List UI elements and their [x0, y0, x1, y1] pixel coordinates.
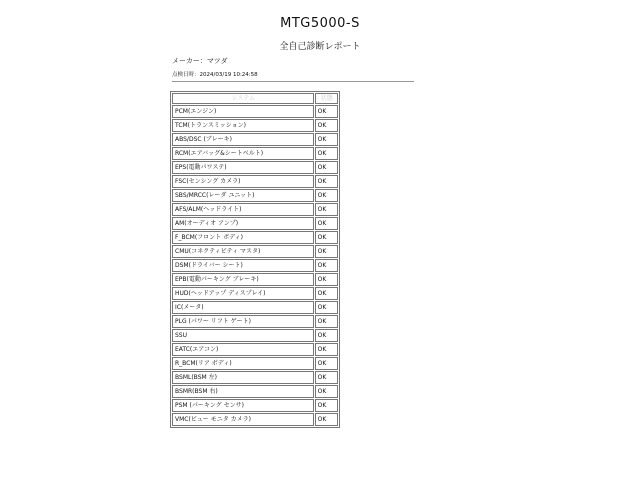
table-row [172, 175, 338, 188]
system-name-cell: AFS/ALM(ヘッドライト) [172, 203, 314, 216]
divider [172, 81, 414, 82]
status-cell: OK [315, 203, 338, 216]
status-cell: OK [315, 399, 338, 412]
status-cell: OK [315, 105, 338, 118]
table-header-row [172, 93, 338, 104]
table-row [172, 399, 338, 412]
table-row [172, 371, 338, 384]
system-name-cell: SSU [172, 329, 314, 342]
column-header-system: システム [172, 93, 314, 104]
column-header-status: 状態 [315, 93, 338, 104]
table-row [172, 315, 338, 328]
status-cell: OK [315, 189, 338, 202]
system-name-cell: R_BCM(リア ボディ) [172, 357, 314, 370]
system-name-cell: VMC(ビュー モニタ カメラ) [172, 413, 314, 426]
status-cell: OK [315, 385, 338, 398]
status-cell: OK [315, 161, 338, 174]
system-name-cell: BSMR(BSM 右) [172, 385, 314, 398]
table-row [172, 287, 338, 300]
table-row [172, 273, 338, 286]
status-cell: OK [315, 273, 338, 286]
system-name-cell: PCM(エンジン) [172, 105, 314, 118]
table-row [172, 203, 338, 216]
table-row [172, 329, 338, 342]
table-row [172, 259, 338, 272]
status-cell: OK [315, 147, 338, 160]
table-row [172, 343, 338, 356]
status-cell: OK [315, 287, 338, 300]
report-subtitle: 全自己診断レポート [279, 42, 361, 52]
system-name-cell: SBS/MRCC(レーダ ユニット) [172, 189, 314, 202]
system-name-cell: AM(オーディオ アンプ) [172, 217, 314, 230]
system-name-cell: EPS(電動パワステ) [172, 161, 314, 174]
status-cell: OK [315, 217, 338, 230]
system-name-cell: F_BCM(フロント ボディ) [172, 231, 314, 244]
system-name-cell: CMU(コネクティビティ マスタ) [172, 245, 314, 258]
table-row [172, 413, 338, 426]
table-row [172, 231, 338, 244]
status-cell: OK [315, 245, 338, 258]
report-title: MTG5000-S [280, 16, 360, 31]
status-cell: OK [315, 371, 338, 384]
system-name-cell: ABS/DSC (ブレーキ) [172, 133, 314, 146]
system-name-cell: PLG (パワー リフト ゲート) [172, 315, 314, 328]
status-cell: OK [315, 259, 338, 272]
table-row [172, 161, 338, 174]
status-cell: OK [315, 231, 338, 244]
status-cell: OK [315, 357, 338, 370]
status-cell: OK [315, 175, 338, 188]
table-row [172, 217, 338, 230]
table-row [172, 385, 338, 398]
system-name-cell: DSM(ドライバー シート) [172, 259, 314, 272]
system-name-cell: IC(メータ) [172, 301, 314, 314]
status-cell: OK [315, 301, 338, 314]
system-name-cell: RCM(エアバッグ&シートベルト) [172, 147, 314, 160]
system-name-cell: BSML(BSM 左) [172, 371, 314, 384]
status-cell: OK [315, 343, 338, 356]
table-row [172, 301, 338, 314]
table-row [172, 357, 338, 370]
status-cell: OK [315, 133, 338, 146]
system-name-cell: EPB(電動パーキング ブレーキ) [172, 273, 314, 286]
status-cell: OK [315, 413, 338, 426]
inspection-datetime: 点検日時：2024/03/19 10:24:58 [172, 72, 258, 78]
table-row [172, 245, 338, 258]
status-cell: OK [315, 315, 338, 328]
table-row [172, 189, 338, 202]
table-row [172, 133, 338, 146]
diagnosis-table [170, 91, 340, 428]
system-name-cell: PSM (パーキング センサ) [172, 399, 314, 412]
table-row [172, 147, 338, 160]
table-row [172, 105, 338, 118]
system-name-cell: HUD(ヘッドアップ ディスプレイ) [172, 287, 314, 300]
table-row [172, 119, 338, 132]
table-body [172, 105, 338, 426]
maker-label: メーカー：マツダ [172, 57, 228, 65]
system-name-cell: FSC(センシング カメラ) [172, 175, 314, 188]
system-name-cell: TCM(トランスミッション) [172, 119, 314, 132]
system-name-cell: EATC(エアコン) [172, 343, 314, 356]
status-cell: OK [315, 329, 338, 342]
status-cell: OK [315, 119, 338, 132]
